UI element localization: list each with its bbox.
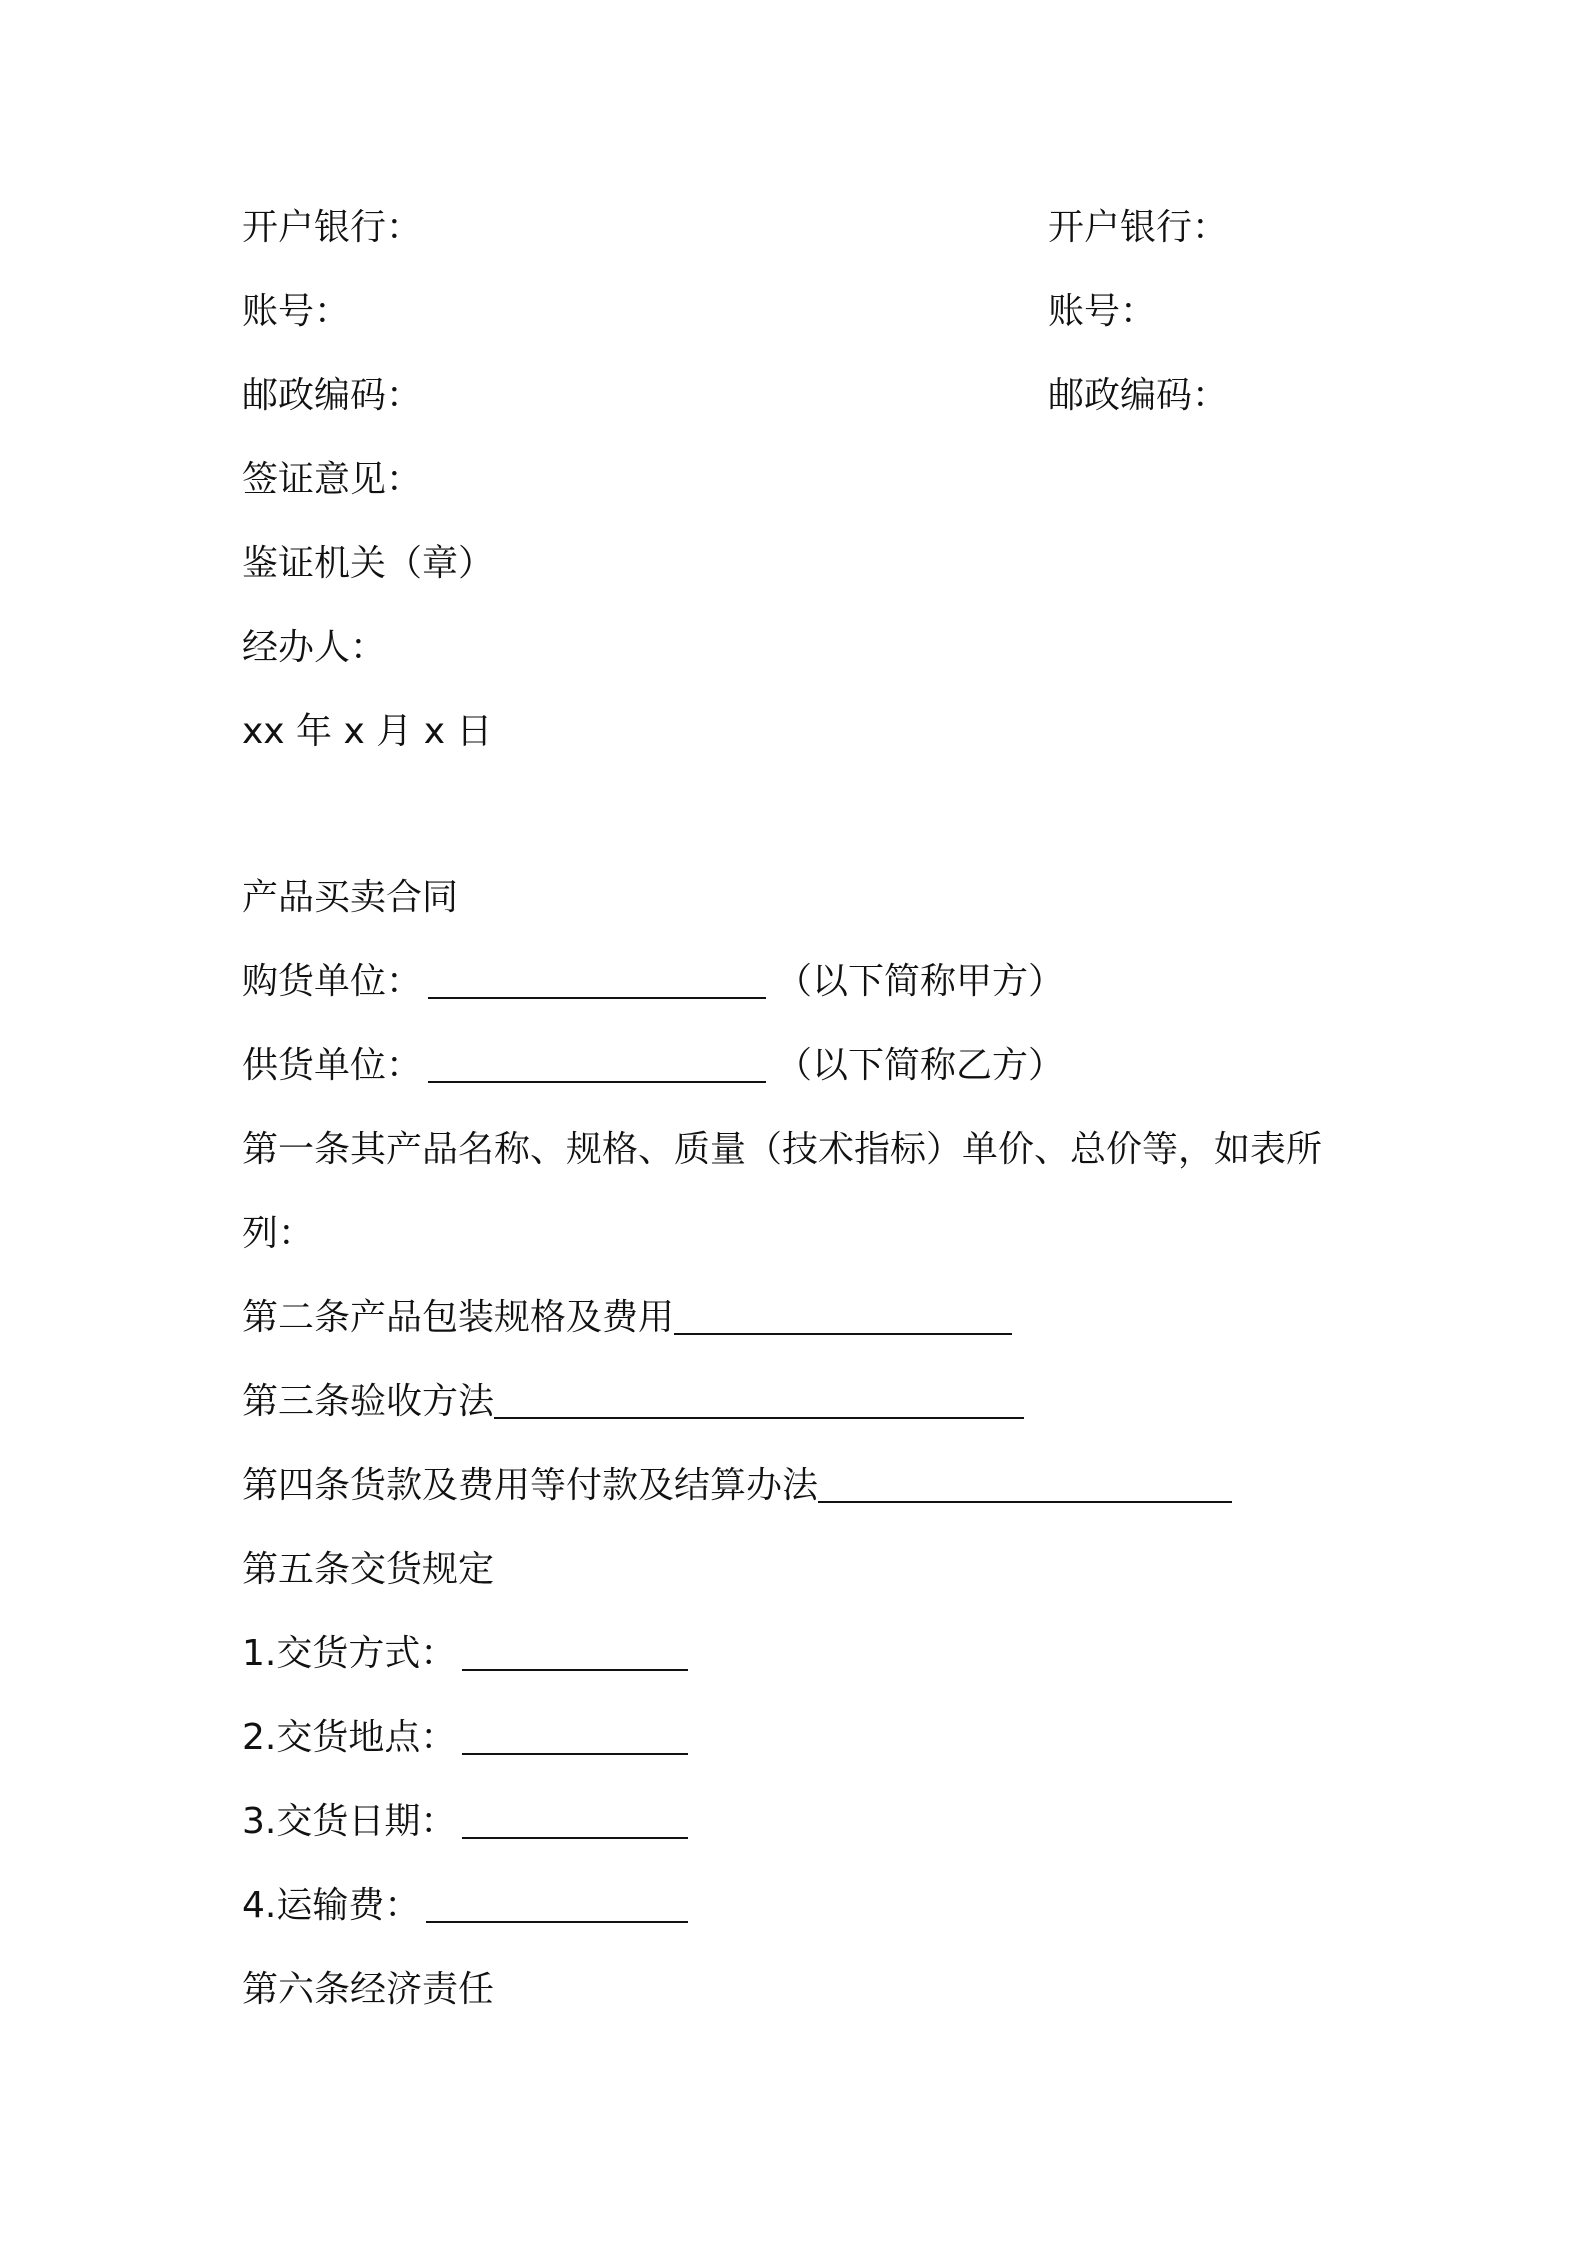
article1-line2: 列： (242, 1213, 315, 1254)
article5-text: 第五条交货规定 (242, 1549, 495, 1590)
article4-text: 第四条货款及费用等付款及结算办法 (242, 1465, 819, 1506)
delivery-method-blank[interactable] (462, 1633, 688, 1671)
account-label-right: 账号： (1048, 291, 1157, 332)
delivery-place-line (242, 1714, 688, 1762)
bank-label-right: 开户银行： (1048, 207, 1229, 248)
seller-line (242, 1042, 1064, 1090)
freight-blank[interactable] (426, 1885, 688, 1923)
bank-row (242, 204, 1229, 252)
authority-label: 鉴证机关（章） (242, 543, 495, 584)
bank-label-left: 开户银行： (242, 207, 423, 248)
opinion-label: 签证意见： (242, 459, 423, 500)
delivery-place-blank[interactable] (462, 1717, 688, 1755)
postcode-label-right: 邮政编码： (1048, 375, 1229, 416)
seller-label: 供货单位： (242, 1045, 423, 1086)
buyer-suffix: （以下简称甲方） (776, 961, 1065, 1002)
date-text: xx 年 x 月 x 日 (242, 711, 493, 752)
delivery-date-blank[interactable] (462, 1801, 688, 1839)
delivery-date-line (242, 1798, 688, 1846)
postcode-row (242, 372, 1229, 420)
delivery-method-line (242, 1630, 688, 1678)
article3-line (242, 1378, 1024, 1426)
article2-line (242, 1294, 1012, 1342)
buyer-label: 购货单位： (242, 961, 423, 1002)
account-label-left: 账号： (242, 291, 351, 332)
contract-title: 产品买卖合同 (242, 877, 459, 918)
buyer-line (242, 958, 1064, 1006)
article6-text: 第六条经济责任 (242, 1969, 495, 2010)
article4-line (242, 1462, 1232, 1510)
article1-line1: 第一条其产品名称、规格、质量（技术指标）单价、总价等，如表所 (242, 1129, 1323, 1170)
delivery-method-label: 1.交货方式： (242, 1633, 457, 1674)
freight-line (242, 1882, 688, 1930)
article2-text: 第二条产品包装规格及费用 (242, 1297, 675, 1338)
handler-label: 经办人： (242, 627, 387, 668)
delivery-date-label: 3.交货日期： (242, 1801, 457, 1842)
article3-text: 第三条验收方法 (242, 1381, 495, 1422)
buyer-blank[interactable] (428, 961, 766, 999)
postcode-label-left: 邮政编码： (242, 375, 423, 416)
article2-blank[interactable] (674, 1297, 1012, 1335)
article4-blank[interactable] (818, 1465, 1232, 1503)
delivery-place-label: 2.交货地点： (242, 1717, 457, 1758)
article3-blank[interactable] (494, 1381, 1024, 1419)
seller-suffix: （以下简称乙方） (776, 1045, 1065, 1086)
freight-label: 4.运输费： (242, 1885, 421, 1926)
account-row (242, 288, 1157, 336)
seller-blank[interactable] (428, 1045, 766, 1083)
